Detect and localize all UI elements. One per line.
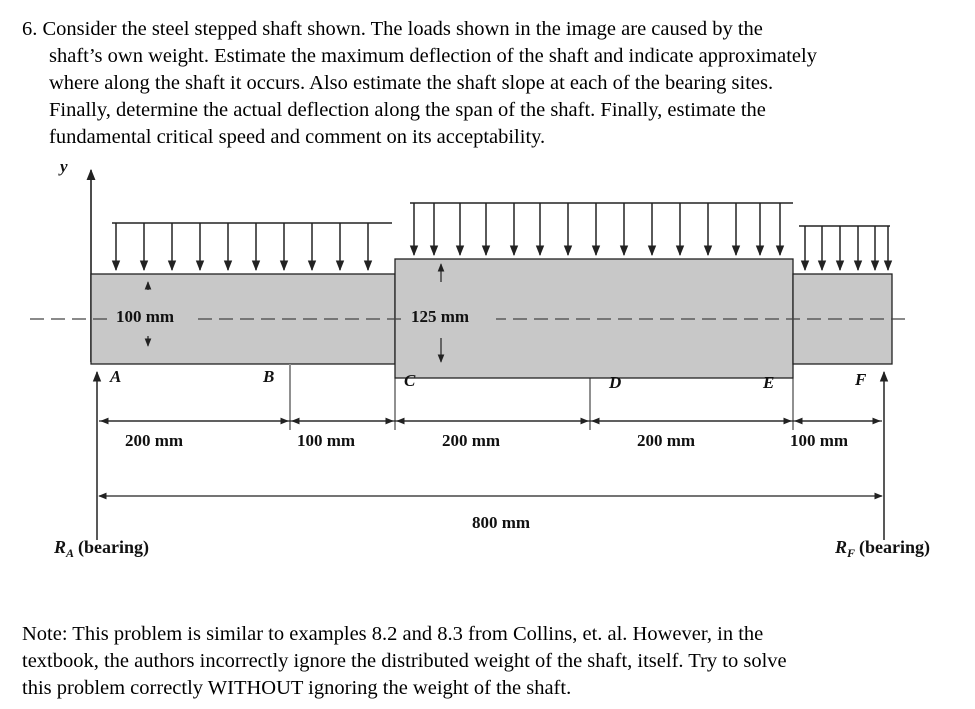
reaction-label-a: $R_A$ (bearing) [54, 537, 150, 560]
reaction-label-f: $R_F$ (bearing) [835, 537, 931, 560]
point-label-c: C [404, 371, 416, 390]
distributed-load-right [805, 226, 888, 270]
span-label-cd: 200 mm [442, 431, 501, 450]
problem-line-1: 6. Consider the steel stepped shaft shown. The loads shown in the image are caused by the [22, 18, 763, 40]
y-axis-label: y [60, 157, 68, 176]
total-span-label: 800 mm [472, 513, 531, 532]
span-label-ab: 200 mm [125, 431, 184, 450]
point-label-f: F [855, 370, 867, 389]
span-label-bc: 100 mm [297, 431, 356, 450]
span-label-ef: 100 mm [790, 431, 849, 450]
problem-line-5: fundamental critical speed and comment on its acceptability. [49, 126, 546, 148]
diameter-label-large: 125 mm [411, 307, 470, 326]
distributed-load-middle [414, 203, 780, 255]
problem-line-4: Finally, determine the actual deflection along the span of the shaft. Finally, estimate the [49, 99, 766, 121]
note-line-3: this problem correctly WITHOUT ignoring the weight of the shaft. [22, 677, 572, 699]
note-paragraph [22, 621, 957, 702]
point-label-a: A [110, 367, 122, 386]
note-line-1: Note: This problem is similar to examples 8.2 and 8.3 from Collins, et. al. However, in the [22, 623, 764, 645]
diameter-label-small: 100 mm [116, 307, 175, 326]
distributed-load-left [116, 223, 368, 270]
problem-line-3: where along the shaft it occurs. Also estimate the shaft slope at each of the bearing sites. [49, 72, 774, 94]
point-label-b: B [263, 367, 275, 386]
problem-line-2: shaft’s own weight. Estimate the maximum deflection of the shaft and indicate approximately [49, 45, 817, 67]
point-label-e: E [763, 373, 775, 392]
point-label-d: D [609, 373, 622, 392]
span-label-de: 200 mm [637, 431, 696, 450]
note-line-2: textbook, the authors incorrectly ignore the distributed weight of the shaft, itself. Try to solve [22, 650, 787, 672]
